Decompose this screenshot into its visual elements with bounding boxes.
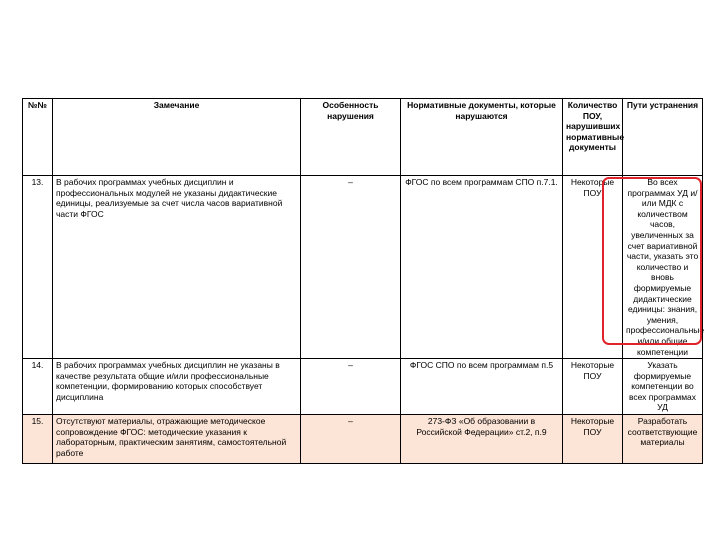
row-num: 15. xyxy=(23,415,53,464)
row-feature: – xyxy=(301,359,401,415)
table-header-row xyxy=(23,99,703,176)
row-remedy: Разработать соответствующие материалы xyxy=(623,415,703,464)
row-remark: Отсутствуют материалы, отражающие методическое сопровождение ФГОС: методические указания к лабораторным, практическим занятиям, самостоятельной работе xyxy=(53,415,301,464)
row-feature: – xyxy=(301,415,401,464)
row-docs: ФГОС по всем программам СПО п.7.1. xyxy=(401,176,563,359)
row-docs: 273-ФЗ «Об образовании в Российской Федерации» ст.2, п.9 xyxy=(401,415,563,464)
row-remark: В рабочих программах учебных дисциплин не указаны в качестве результата общие и/или профессиональные компетенции, формированию которых способствует дисциплина xyxy=(53,359,301,415)
row-docs: ФГОС СПО по всем программам п.5 xyxy=(401,359,563,415)
row-remedy: Во всех программах УД и/или МДК с количеством часов, увеличенных за счет вариативной части, указать это количество и вновь формируемые дидактические единицы: знания, умения, профессиональные и/или общие компетенции xyxy=(623,176,703,359)
header-docs: Нормативные документы, которые нарушаются xyxy=(401,99,563,176)
header-remark: Замечание xyxy=(53,99,301,176)
violations-table xyxy=(22,98,703,464)
table-row xyxy=(23,359,703,415)
row-count: Некоторые ПОУ xyxy=(563,176,623,359)
row-remedy: Указать формируемые компетенции во всех программах УД xyxy=(623,359,703,415)
row-count: Некоторые ПОУ xyxy=(563,415,623,464)
row-num: 13. xyxy=(23,176,53,359)
row-remark: В рабочих программах учебных дисциплин и профессиональных модулей не указаны дидактические единицы, реализуемые за счет числа часов вариативной части ФГОС xyxy=(53,176,301,359)
row-num: 14. xyxy=(23,359,53,415)
table-row xyxy=(23,176,703,359)
header-feature: Особенность нарушения xyxy=(301,99,401,176)
header-remedy: Пути устранения xyxy=(623,99,703,176)
header-count: Количество ПОУ, нарушивших нормативные документы xyxy=(563,99,623,176)
row-count: Некоторые ПОУ xyxy=(563,359,623,415)
header-num: №№ xyxy=(23,99,53,176)
table-row xyxy=(23,415,703,464)
row-feature: – xyxy=(301,176,401,359)
